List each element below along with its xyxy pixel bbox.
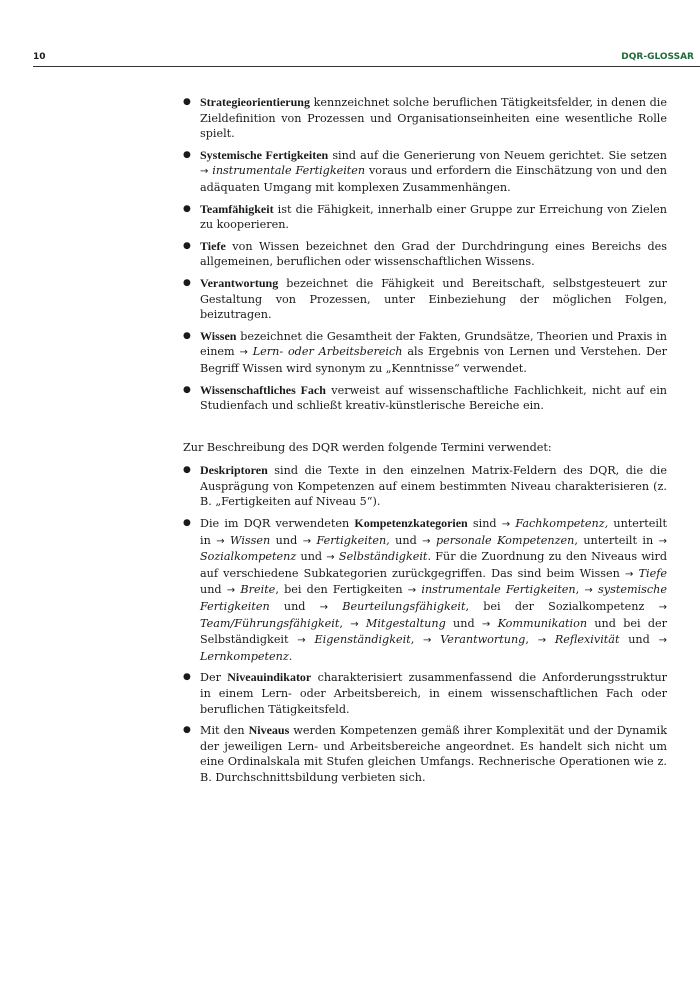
text-segment xyxy=(490,617,497,630)
section-title: DQR-GLOSSAR xyxy=(621,52,694,62)
arrow-icon: → xyxy=(239,347,248,359)
text-segment xyxy=(431,633,440,646)
arrow-icon: → xyxy=(350,618,359,630)
cross-reference: instrumentale Fertigkeiten xyxy=(421,583,576,597)
list-item xyxy=(183,95,667,142)
list-item xyxy=(183,329,667,377)
text-segment: charakterisiert zusammenfassend die Anforderungsstruktur in einem Lern- oder Arbeitsbereich, in einem wissenschaftlichen Fach oder beruflichen Tätigkeitsfeld. xyxy=(200,671,667,716)
arrow-icon: → xyxy=(297,635,306,647)
text-segment: , bei den Fertigkeiten xyxy=(275,583,408,597)
text-segment: . xyxy=(288,649,293,663)
arrow-icon: → xyxy=(319,602,329,614)
arrow-icon: → xyxy=(422,535,431,547)
term: Niveauindikator xyxy=(227,670,312,685)
term: Wissenschaftliches Fach xyxy=(200,382,326,397)
text-segment: , unterteilt in xyxy=(574,533,659,547)
term: Niveaus xyxy=(248,723,290,738)
intro-paragraph: Zur Beschreibung des DQR werden folgende Termini verwendet: xyxy=(183,440,552,454)
text-segment: , xyxy=(525,633,538,647)
bullet-icon: ● xyxy=(183,465,191,476)
list-item xyxy=(183,276,667,323)
list-item xyxy=(183,148,667,196)
arrow-icon: → xyxy=(658,635,667,647)
arrow-icon: → xyxy=(481,618,491,630)
cross-reference: Breite xyxy=(240,583,276,597)
term: Kompetenzkategorien xyxy=(354,516,468,531)
page-number: 10 xyxy=(33,52,46,62)
header-rule xyxy=(33,66,700,67)
text-segment: , bei der Sozialkompetenz xyxy=(465,600,659,614)
cross-reference: Kommunikation xyxy=(497,616,588,630)
cross-reference: systemische Fertigkeiten xyxy=(200,583,667,614)
text-segment: und xyxy=(619,633,659,647)
term: Verantwortung xyxy=(200,275,279,290)
bullet-icon: ● xyxy=(183,672,191,683)
text-segment: . Für die Zuordnung zu den Niveaus wird auf verschiedene Subkategorien zurückgegriffen. Das sind beim Wissen xyxy=(200,550,667,580)
arrow-icon: → xyxy=(658,602,668,614)
cross-reference: Beurteilungsfähigkeit xyxy=(342,600,466,614)
cross-reference: Lernkompetenz xyxy=(200,649,289,663)
text-segment: und xyxy=(389,533,423,547)
text-segment: sind die Texte in den einzelnen Matrix-Feldern des DQR, die die Ausprägung von Kompetenzen auf einem bestimmten Niveau charakterisieren (z. B. „Fertigkeiten auf Niveau 5“). xyxy=(200,464,667,509)
text-segment: werden Kompetenzen gemäß ihrer Komplexität und der Dynamik der jeweiligen Lern- und Arbeitsbereiche angeordnet. Es handelt sich nicht um eine Ordinalskala mit Stufen gleichen Umfangs. Rechnerische Operationen wie z. B. Durchschnittsbildung verbieten sich. xyxy=(200,724,667,784)
text-segment: sind auf die Generierung von Neuem gerichtet. Sie setzen xyxy=(328,148,668,162)
text-segment xyxy=(546,633,555,646)
bullet-icon: ● xyxy=(183,330,191,341)
text-segment: und xyxy=(200,583,227,597)
text-segment: ist die Fähigkeit, innerhalb einer Gruppe zur Erreichung von Zielen zu kooperieren. xyxy=(200,202,667,232)
text-segment: Die im DQR verwendeten xyxy=(200,517,355,531)
cross-reference: personale Kompetenzen xyxy=(436,533,575,547)
text-segment: bezeichnet die Gesamtheit der Fakten, Grundsätze, Theorien und Praxis in einem xyxy=(200,329,667,359)
text-segment: unterteilt in xyxy=(200,517,668,547)
term: Systemische Fertigkeiten xyxy=(200,147,329,162)
term: Wissen xyxy=(200,328,237,343)
text-segment xyxy=(359,617,366,630)
cross-reference: Team/Führungsfähigkeit xyxy=(200,616,340,630)
text-segment: Mit den xyxy=(200,724,249,738)
cross-reference: Eigenständigkeit xyxy=(314,633,411,647)
bullet-icon: ● xyxy=(183,277,191,288)
bullet-icon: ● xyxy=(183,149,191,160)
bullet-icon: ● xyxy=(183,240,191,251)
text-segment: bezeichnet die Fähigkeit und Bereitschaft, selbstgesteuert zur Gestaltung von Prozessen, unter Einbeziehung der möglichen Folgen, beizutragen. xyxy=(200,276,667,322)
arrow-icon: → xyxy=(423,635,432,647)
cross-reference: Tiefe xyxy=(638,566,668,580)
cross-reference: Verantwortung xyxy=(440,633,526,647)
text-segment: sind xyxy=(467,517,502,531)
text-segment: Der xyxy=(200,671,228,685)
bullet-icon: ● xyxy=(183,97,191,107)
list-item xyxy=(183,383,667,414)
term: Strategieorientierung xyxy=(200,95,310,109)
list-item xyxy=(183,463,667,510)
cross-reference: instrumentale Fertigkeiten xyxy=(212,164,366,178)
cross-reference: Mitgestaltung xyxy=(365,616,446,630)
dqr-terms-list xyxy=(183,463,667,785)
text-segment: , xyxy=(339,616,351,630)
arrow-icon: → xyxy=(407,585,417,597)
text-segment: von Wissen bezeichnet den Grad der Durchdringung eines Bereichs des allgemeinen, beruflichen oder wissenschaftlichen Wissens. xyxy=(200,239,667,269)
cross-reference: Reflexivität xyxy=(554,633,620,647)
bullet-icon: ● xyxy=(183,203,191,214)
cross-reference: Wissen xyxy=(230,533,271,547)
text-segment: verweist auf wissenschaftliche Fachlichkeit, nicht auf ein Studienfach und schließt kreativ-künstlerische Bereiche ein. xyxy=(200,383,667,413)
text-segment: kennzeichnet solche beruflichen Tätigkeitsfelder, in denen die Zieldefinition von Prozessen und Organisationseinheiten eine wesentliche Rolle spielt. xyxy=(200,96,667,141)
text-segment: und xyxy=(296,550,327,564)
glossary-list xyxy=(183,95,667,414)
arrow-icon: → xyxy=(216,535,225,547)
text-segment: , xyxy=(410,633,424,647)
arrow-icon: → xyxy=(302,535,312,547)
cross-reference: Lern- oder Arbeitsbereich xyxy=(252,345,403,359)
list-item xyxy=(183,202,667,233)
page-header xyxy=(33,50,700,66)
arrow-icon: → xyxy=(537,635,547,647)
list-item xyxy=(183,670,667,717)
cross-reference: Sozialkompetenz xyxy=(200,550,297,564)
term: Tiefe xyxy=(200,238,226,253)
text-segment xyxy=(328,600,342,613)
text-segment: als Ergebnis von Lernen und Verstehen. Der Begriff Wissen wird synonym zu „Kenntnisse“ verwendet. xyxy=(200,345,668,375)
text-segment: , xyxy=(575,583,585,597)
bullet-icon: ● xyxy=(183,725,191,736)
text-segment: und xyxy=(445,616,482,630)
arrow-icon: → xyxy=(200,166,209,178)
list-item xyxy=(183,516,667,664)
page-body xyxy=(183,95,667,792)
bullet-icon: ● xyxy=(183,384,191,395)
arrow-icon: → xyxy=(501,519,511,531)
cross-reference: Selbständigkeit xyxy=(338,550,428,564)
text-segment: und bei der Selbständigkeit xyxy=(200,616,667,647)
arrow-icon: → xyxy=(326,552,335,564)
term: Deskriptoren xyxy=(200,463,268,478)
bullet-icon: ● xyxy=(183,518,191,529)
list-item xyxy=(183,723,667,785)
arrow-icon: → xyxy=(584,585,593,597)
cross-reference: Fachkompetenz, xyxy=(515,517,609,531)
text-segment: voraus und erfordern die Einschätzung von und den adäquaten Umgang mit komplexen Zusammenhängen. xyxy=(200,164,667,194)
text-segment: und xyxy=(270,533,303,547)
arrow-icon: → xyxy=(226,585,236,597)
arrow-icon: → xyxy=(658,535,668,547)
cross-reference: Fertigkeiten, xyxy=(316,533,390,547)
list-item xyxy=(183,239,667,270)
arrow-icon: → xyxy=(625,568,634,580)
text-segment: und xyxy=(269,600,320,614)
term: Teamfähigkeit xyxy=(200,201,274,216)
